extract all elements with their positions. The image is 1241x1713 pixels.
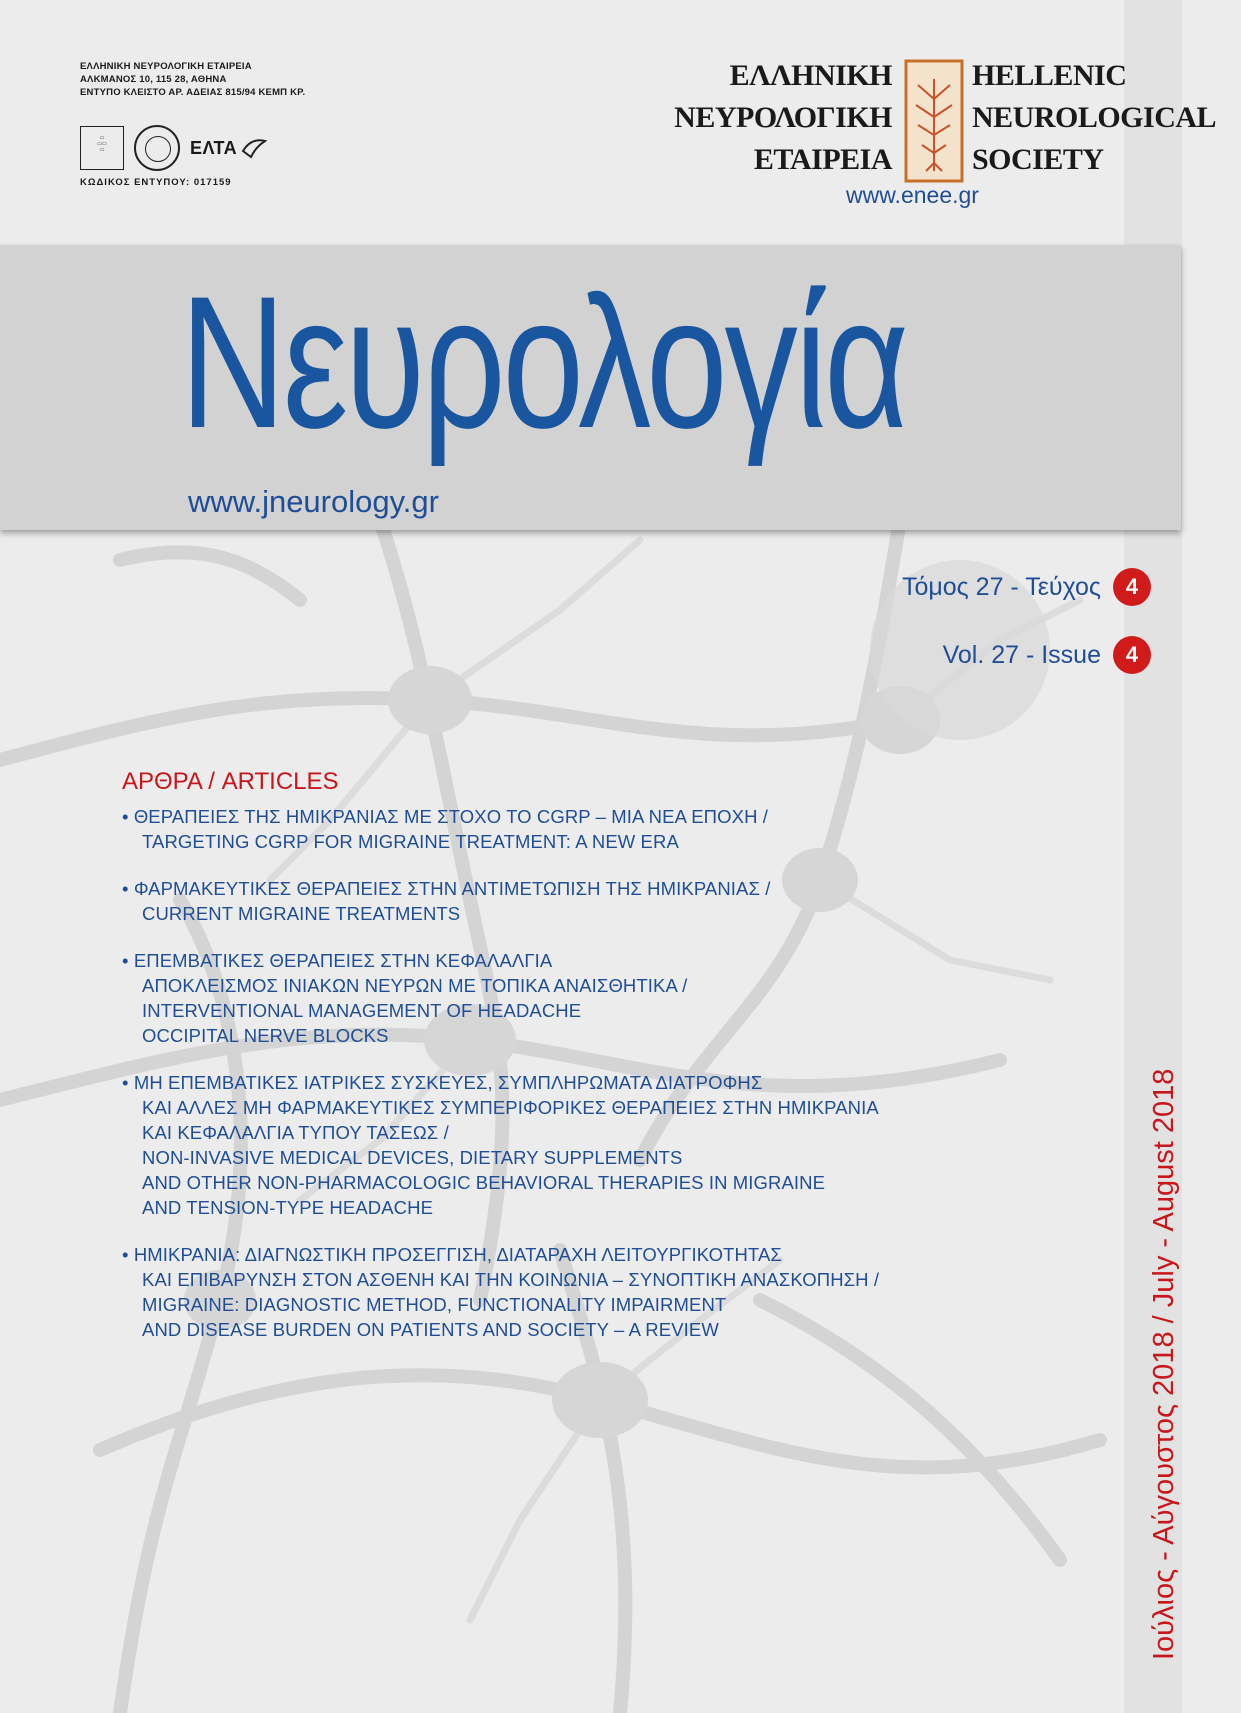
article-title-line: ΚΑΙ ΕΠΙΒΑΡΥΝΣΗ ΣΤΟΝ ΑΣΘΕΝΗ ΚΑΙ ΤΗΝ ΚΟΙΝΩΝΙΑ – ΣΥΝΟΠΤΙΚΗ ΑΝΑΣΚΟΠΗΣΗ / (142, 1269, 880, 1290)
journal-title: Νευρολογία (180, 257, 906, 467)
volume-issue-greek-label: Τόμος 27 - Τεύχος (901, 572, 1101, 601)
elta-logo (190, 137, 267, 159)
elta-label: ΕΛΤΑ (190, 137, 238, 158)
article-item[interactable] (122, 948, 1002, 1048)
article-title-line: OCCIPITAL NERVE BLOCKS (142, 1025, 389, 1046)
article-title-line: • ΗΜΙΚΡΑΝΙΑ: ΔΙΑΓΝΩΣΤΙΚΗ ΠΡΟΣΕΓΓΙΣΗ, ΔΙΑΤΑΡΑΧΗ ΛΕΙΤΟΥΡΓΙΚΟΤΗΤΑΣ (122, 1244, 782, 1265)
journal-website[interactable]: www.jneurology.gr (188, 484, 439, 519)
article-title-line: TARGETING CGRP FOR MIGRAINE TREATMENT: A NEW ERA (142, 831, 679, 852)
iso-seal-icon (134, 125, 180, 171)
article-title-line: • ΘΕΡΑΠΕΙΕΣ ΤΗΣ ΗΜΙΚΡΑΝΙΑΣ ΜΕ ΣΤΟΧΟ ΤΟ CGRP – ΜΙΑ ΝΕΑ ΕΠΟΧΗ / (122, 806, 769, 827)
articles-list (122, 768, 1002, 1364)
article-item[interactable] (122, 804, 1002, 854)
articles-heading: ΑΡΘΡΑ / ARTICLES (122, 768, 339, 795)
society-logo (674, 55, 1217, 215)
publisher-line: ΕΝΤΥΠΟ ΚΛΕΙΣΤΟ ΑΡ. ΑΔΕΙΑΣ 815/94 ΚΕΜΠ ΚΡ. (80, 87, 306, 98)
volume-issue-english-label: Vol. 27 - Issue (942, 640, 1101, 669)
article-title-line: INTERVENTIONAL MANAGEMENT OF HEADACHE (142, 1000, 582, 1021)
society-website[interactable]: www.enee.gr (846, 182, 979, 208)
article-title-line: ΚΑΙ ΑΛΛΕΣ ΜΗ ΦΑΡΜΑΚΕΥΤΙΚΕΣ ΣΥΜΠΕΡΙΦΟΡΙΚΕΣ ΘΕΡΑΠΕΙΕΣ ΣΤΗΝ ΗΜΙΚΡΑΝΙΑ (142, 1097, 879, 1118)
article-title-line: ΚΑΙ ΚΕΦΑΛΑΛΓΙΑ ΤΥΠΟΥ ΤΑΣΕΩΣ / (142, 1122, 449, 1143)
issue-date-vertical: Ιούλιος - Αύγουστος 2018 / July - August 2018 (1148, 1068, 1180, 1660)
article-title-line: • ΦΑΡΜΑΚΕΥΤΙΚΕΣ ΘΕΡΑΠΕΙΕΣ ΣΤΗΝ ΑΝΤΙΜΕΤΩΠΙΣΗ ΤΗΣ ΗΜΙΚΡΑΝΙΑΣ / (122, 878, 771, 899)
article-item[interactable] (122, 1242, 1002, 1342)
publisher-line: ΕΛΛΗΝΙΚΗ ΝΕΥΡΟΛΟΓΙΚΗ ΕΤΑΙΡΕΙΑ (80, 61, 252, 72)
article-title-line: NON-INVASIVE MEDICAL DEVICES, DIETARY SUPPLEMENTS (142, 1147, 683, 1168)
article-title-line: AND DISEASE BURDEN ON PATIENTS AND SOCIETY – A REVIEW (142, 1319, 719, 1340)
issue-number-badge: 4 (1113, 636, 1151, 674)
publisher-block (80, 60, 320, 188)
publisher-line: ΑΛΚΜΑΝΟΣ 10, 115 28, ΑΘΗΝΑ (80, 74, 227, 85)
article-title-line: AND TENSION-TYPE HEADACHE (142, 1197, 434, 1218)
article-title-line: ΑΠΟΚΛΕΙΣΜΟΣ ΙΝΙΑΚΩΝ ΝΕΥΡΩΝ ΜΕ ΤΟΠΙΚΑ ΑΝΑΙΣΘΗΤΙΚΑ / (142, 975, 688, 996)
article-title-line: CURRENT MIGRAINE TREATMENTS (142, 903, 461, 924)
plant-emblem-icon (904, 59, 964, 183)
article-title-line: AND OTHER NON-PHARMACOLOGIC BEHAVIORAL THERAPIES IN MIGRAINE (142, 1172, 826, 1193)
print-code: ΚΩΔΙΚΟΣ ΕΝΤΥΠΟΥ: 017159 (80, 177, 232, 188)
volume-issue-greek (902, 568, 1151, 606)
article-item[interactable] (122, 1070, 1002, 1220)
society-name-english: HELLENIC NEUROLOGICAL SOCIETY (972, 59, 1217, 176)
article-title-line: • ΜΗ ΕΠΕΜΒΑΤΙΚΕΣ ΙΑΤΡΙΚΕΣ ΣΥΣΚΕΥΕΣ, ΣΥΜΠΛΗΡΩΜΑΤΑ ΔΙΑΤΡΟΦΗΣ (122, 1072, 763, 1093)
volume-issue-english (943, 636, 1151, 674)
article-item[interactable] (122, 876, 1002, 926)
issue-number-badge: 4 (1113, 568, 1151, 606)
bird-icon (241, 137, 267, 159)
postal-permit-icon: ▭ ▭▭ ▭ (80, 126, 124, 170)
postal-logos (80, 125, 320, 171)
society-name-greek: ΕΛΛΗΝΙΚΗ ΝΕΥΡΟΛΟΓΙΚΗ ΕΤΑΙΡΕΙΑ (674, 59, 892, 176)
article-title-line: MIGRAINE: DIAGNOSTIC METHOD, FUNCTIONALITY IMPAIRMENT (142, 1294, 727, 1315)
article-title-line: • ΕΠΕΜΒΑΤΙΚΕΣ ΘΕΡΑΠΕΙΕΣ ΣΤΗΝ ΚΕΦΑΛΑΛΓΙΑ (122, 950, 553, 971)
